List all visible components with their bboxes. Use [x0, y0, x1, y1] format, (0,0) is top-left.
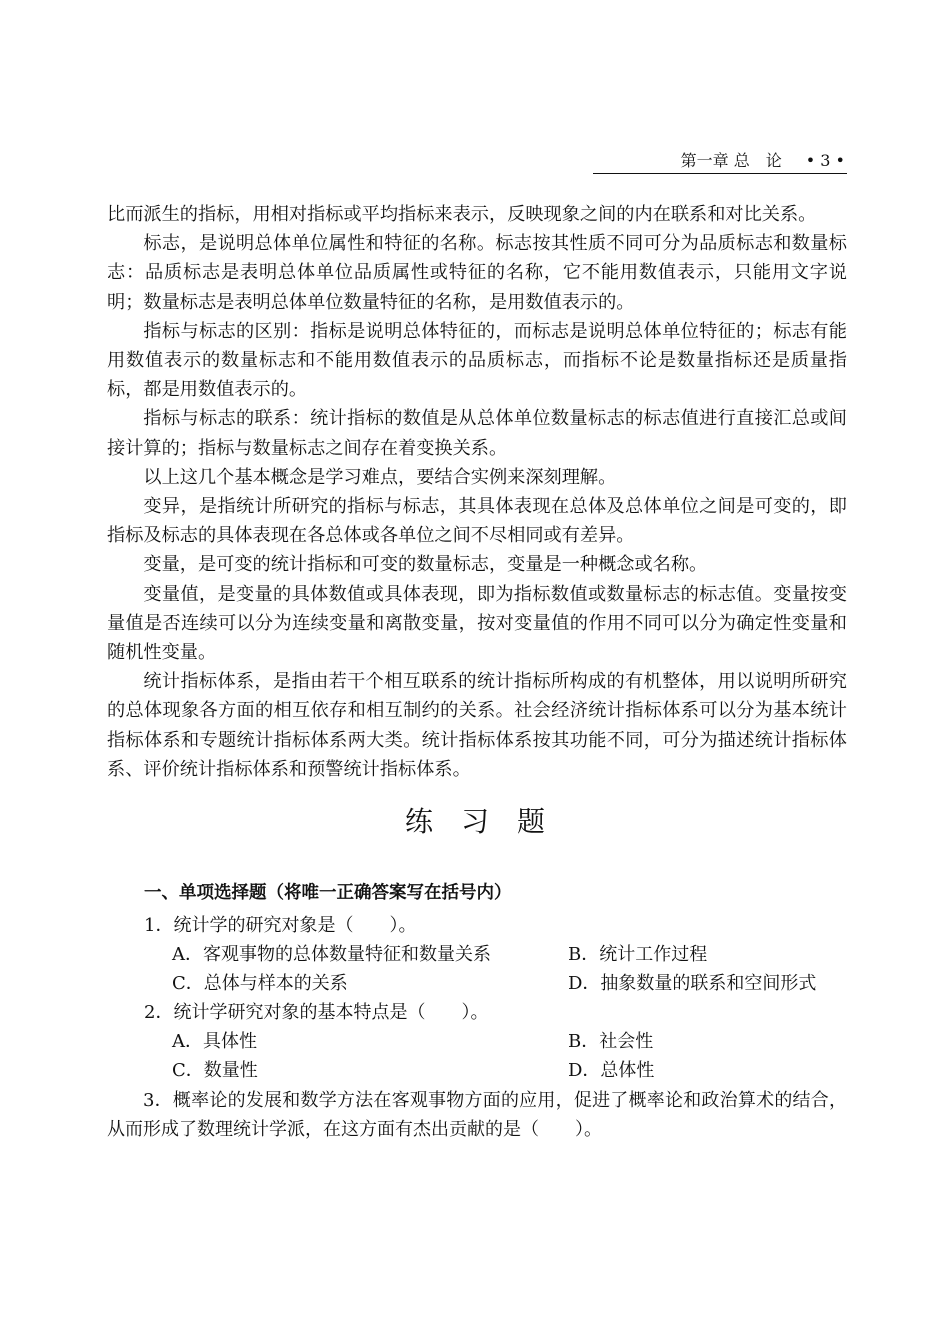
option-c: C．数量性: [172, 1060, 258, 1081]
paragraph: 变量，是可变的统计指标和可变的数量标志，变量是一种概念或名称。: [143, 554, 708, 576]
running-header: [593, 150, 847, 174]
option-c: C．总体与样本的关系: [172, 973, 348, 994]
paragraph: 指标与标志的区别：指标是说明总体特征的，而标志是说明总体单位特征的；标志有能用数值表示的数量标志和不能用数值表示的品质标志，而指标不论是数量指标还是质量指标，都是用数值表示的。: [107, 320, 847, 401]
section-heading: 一、单项选择题（将唯一正确答案写在括号内）: [144, 883, 512, 903]
option-d: D．总体性: [568, 1060, 655, 1081]
option-d: D．抽象数量的联系和空间形式: [568, 973, 817, 994]
chapter-title: 第一章 总 论: [680, 151, 782, 170]
question-3: [107, 1086, 847, 1144]
paragraph: 统计指标体系，是指由若干个相互联系的统计指标所构成的有机整体，用以说明所研究的总体现象各方面的相互依存和相互制约的关系。社会经济统计指标体系可以分为基本统计指标体系和专题统计指标体系两大类。统计指标体系按其功能不同，可分为描述统计指标体系、评价统计指标体系和预警统计指标体系。: [107, 671, 847, 780]
paragraph: 变量值，是变量的具体数值或具体表现，即为指标数值或数量标志的标志值。变量按变量值是否连续可以分为连续变量和离散变量，按对变量值的作用不同可以分为确定性变量和随机性变量。: [107, 583, 847, 664]
option-b: B．社会性: [568, 1031, 654, 1052]
page-number: • 3 •: [805, 151, 845, 170]
option-a: A．客观事物的总体数量特征和数量关系: [172, 944, 491, 965]
body-text: [107, 200, 847, 784]
paragraph: 标志，是说明总体单位属性和特征的名称。标志按其性质不同可分为品质标志和数量标志：品质标志是表明总体单位品质属性或特征的名称，它不能用数值表示，只能用文字说明；数量标志是表明总体单位数量特征的名称，是用数值表示的。: [107, 233, 847, 313]
question-stem: 3．概率论的发展和数学方法在客观事物方面的应用，促进了概率论和政治算术的结合，从而形成了数理统计学派，在这方面有杰出贡献的是（ ）。: [107, 1090, 847, 1140]
exercise-title: 练习题: [404, 805, 573, 838]
option-b: B．统计工作过程: [568, 944, 708, 965]
question-stem: 2．统计学研究对象的基本特点是（ ）。: [144, 1002, 489, 1023]
question-stem: 1．统计学的研究对象是（ ）。: [144, 915, 417, 936]
paragraph: 变异，是指统计所研究的指标与标志，其具体表现在总体及总体单位之间是可变的，即指标及标志的具体表现在各总体或各单位之间不尽相同或有差异。: [107, 496, 847, 547]
paragraph: 以上这几个基本概念是学习难点，要结合实例来深刻理解。: [143, 466, 617, 488]
paragraph: 比而派生的指标，用相对指标或平均指标来表示，反映现象之间的内在联系和对比关系。: [107, 204, 817, 225]
paragraph: 指标与标志的联系：统计指标的数值是从总体单位数量标志的标志值进行直接汇总或间接计算的；指标与数量标志之间存在着变换关系。: [107, 408, 847, 459]
option-a: A．具体性: [172, 1031, 257, 1052]
